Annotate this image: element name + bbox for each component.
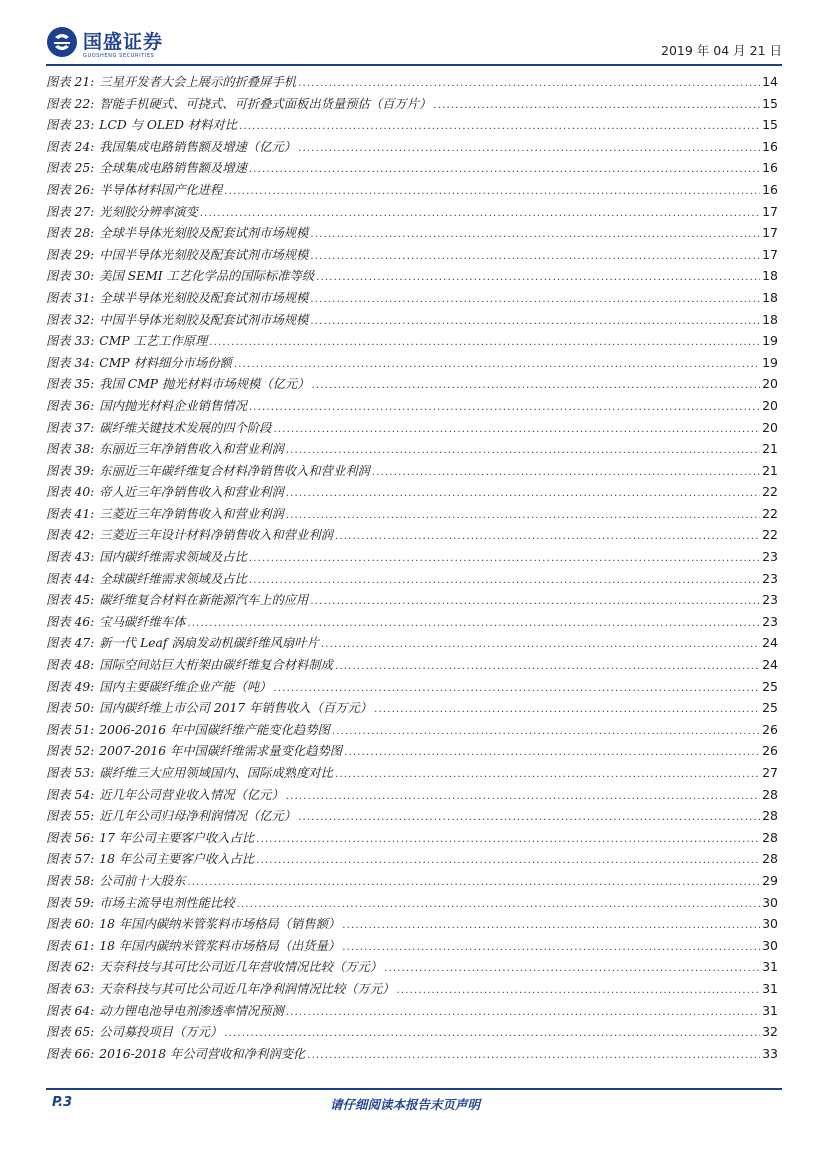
toc-entry-label: 图表 47: xyxy=(46,636,95,651)
toc-dot-leader xyxy=(310,316,760,327)
toc-entry-label: 图表 35: xyxy=(46,377,95,392)
toc-entry-title: 半导体材料国产化进程 xyxy=(99,182,223,197)
toc-entry-label: 图表 26: xyxy=(46,182,95,197)
toc-entry-title: 碳纤维三大应用领域国内、国际成熟度对比 xyxy=(99,766,333,780)
toc-dot-leader xyxy=(335,769,760,780)
toc-dot-leader xyxy=(335,531,760,542)
toc-entry-label: 图表 33: xyxy=(46,334,95,349)
toc-entry[interactable] xyxy=(46,741,778,763)
toc-entry-page: 22 xyxy=(762,527,778,543)
toc-entry[interactable] xyxy=(46,936,778,958)
toc-entry-title: 碳纤维关键技术发展的四个阶段 xyxy=(99,420,272,435)
toc-entry-title: 三菱近三年设计材料净销售收入和营业利润 xyxy=(99,528,333,543)
toc-entry[interactable] xyxy=(46,525,778,547)
toc-entry-title: 我国 CMP 抛光材料市场规模（亿元） xyxy=(99,377,310,392)
toc-entry-page: 20 xyxy=(762,419,778,435)
toc-entry-page: 16 xyxy=(762,138,778,154)
toc-entry-label: 图表 27: xyxy=(46,204,95,219)
toc-entry[interactable] xyxy=(46,504,778,526)
toc-entry-label: 图表 41: xyxy=(46,506,95,521)
toc-entry-title: 公司募投项目（万元） xyxy=(99,1025,223,1040)
toc-dot-leader xyxy=(307,1050,760,1061)
toc-entry-label: 图表 39: xyxy=(46,463,95,478)
toc-dot-leader xyxy=(256,855,760,866)
toc-entry-page: 28 xyxy=(762,786,778,802)
toc-dot-leader xyxy=(298,143,760,154)
toc-entry-label: 图表 66: xyxy=(46,1046,95,1061)
toc-dot-leader xyxy=(286,488,760,499)
toc-entry[interactable] xyxy=(46,310,778,332)
toc-entry-page: 24 xyxy=(762,635,778,651)
toc-entry[interactable] xyxy=(46,266,778,288)
toc-dot-leader xyxy=(286,1007,760,1018)
toc-dot-leader xyxy=(298,812,760,823)
toc-entry[interactable] xyxy=(46,1044,778,1066)
toc-entry-title: 新一代 Leaf 涡扇发动机碳纤维风扇叶片 xyxy=(99,636,319,651)
toc-entry-title: 光刻胶分辨率演变 xyxy=(99,204,198,219)
toc-entry-page: 20 xyxy=(762,376,778,392)
toc-entry-page: 24 xyxy=(762,657,778,673)
toc-entry[interactable] xyxy=(46,396,778,418)
toc-entry[interactable] xyxy=(46,418,778,440)
toc-entry-title: 动力锂电池导电剂渗透率情况预测 xyxy=(99,1003,284,1018)
toc-entry[interactable] xyxy=(46,828,778,850)
toc-dot-leader xyxy=(342,920,760,931)
toc-entry-page: 15 xyxy=(762,117,778,133)
toc-dot-leader xyxy=(286,445,760,456)
toc-entry-label: 图表 25: xyxy=(46,161,95,176)
toc-entry[interactable] xyxy=(46,871,778,893)
toc-entry-title: 全球半导体光刻胶及配套试剂市场规模 xyxy=(99,226,309,241)
toc-entry[interactable] xyxy=(46,914,778,936)
toc-entry-title: 三菱近三年净销售收入和营业利润 xyxy=(99,506,284,521)
toc-dot-leader xyxy=(310,596,760,607)
toc-entry-title: 国内主要碳纤维企业产能（吨） xyxy=(99,679,272,694)
toc-entry-page: 18 xyxy=(762,268,778,284)
toc-entry-page: 32 xyxy=(762,1024,778,1040)
toc-entry[interactable] xyxy=(46,439,778,461)
toc-entry-label: 图表 61: xyxy=(46,938,95,953)
logo-text: 国盛证券 xyxy=(83,30,164,53)
toc-entry-label: 图表 42: xyxy=(46,528,95,543)
toc-entry-title: 2016-2018 年公司营收和净利润变化 xyxy=(99,1046,306,1061)
toc-entry-label: 图表 48: xyxy=(46,658,95,673)
toc-entry[interactable] xyxy=(46,979,778,1001)
toc-entry-title: 近几年公司营业收入情况（亿元） xyxy=(99,787,284,802)
toc-dot-leader xyxy=(224,1028,760,1039)
toc-entry-title: 天奈科技与其可比公司近几年营收情况比较（万元） xyxy=(99,960,383,975)
toc-entry-title: 全球集成电路销售额及增速 xyxy=(99,161,247,176)
page-number: P.3 xyxy=(52,1095,73,1110)
toc-entry-title: 2007-2016 年中国碳纤维需求量变化趋势图 xyxy=(99,744,343,759)
toc-entry-page: 19 xyxy=(762,333,778,349)
toc-dot-leader xyxy=(286,510,760,521)
toc-entry-label: 图表 50: xyxy=(46,701,95,716)
toc-entry-title: 碳纤维复合材料在新能源汽车上的应用 xyxy=(99,593,309,608)
toc-entry-page: 28 xyxy=(762,808,778,824)
toc-entry[interactable] xyxy=(46,849,778,871)
toc-entry-page: 22 xyxy=(762,505,778,521)
toc-entry-title: 国内碳纤维上市公司 2017 年销售收入（百万元） xyxy=(99,701,373,716)
toc-entry-label: 图表 54: xyxy=(46,787,95,802)
toc-entry-title: 18 年国内碳纳米管浆料市场格局（销售额） xyxy=(99,917,341,932)
toc-entry-page: 25 xyxy=(762,700,778,716)
toc-dot-leader xyxy=(200,208,760,219)
toc-entry-page: 19 xyxy=(762,354,778,370)
toc-dot-leader xyxy=(312,380,761,391)
toc-dot-leader xyxy=(396,985,760,996)
toc-entry-label: 图表 44: xyxy=(46,571,95,586)
toc-entry-title: 东丽近三年碳纤维复合材料净销售收入和营业利润 xyxy=(99,463,370,478)
toc-entry-page: 21 xyxy=(762,441,778,457)
figure-table-of-contents xyxy=(46,72,778,1065)
toc-dot-leader xyxy=(298,78,760,89)
toc-entry-label: 图表 46: xyxy=(46,614,95,629)
toc-entry[interactable] xyxy=(46,180,778,202)
page-header xyxy=(46,24,782,64)
toc-entry-page: 31 xyxy=(762,1002,778,1018)
logo-subtext: GUOSHENG SECURITIES xyxy=(83,53,155,59)
toc-entry-page: 16 xyxy=(762,160,778,176)
toc-dot-leader xyxy=(249,575,760,586)
toc-entry-page: 17 xyxy=(762,225,778,241)
toc-entry[interactable] xyxy=(46,957,778,979)
toc-entry-label: 图表 53: xyxy=(46,766,95,780)
toc-dot-leader xyxy=(273,683,760,694)
toc-entry-page: 28 xyxy=(762,829,778,845)
toc-entry-title: 公司前十大股东 xyxy=(99,873,186,888)
toc-dot-leader xyxy=(310,294,760,305)
toc-entry-title: CMP 材料细分市场份额 xyxy=(99,355,232,370)
toc-entry-page: 14 xyxy=(762,74,778,89)
toc-entry-label: 图表 63: xyxy=(46,981,95,996)
toc-dot-leader xyxy=(187,877,760,888)
toc-dot-leader xyxy=(342,942,760,953)
toc-entry-page: 33 xyxy=(762,1045,778,1061)
toc-entry-page: 23 xyxy=(762,613,778,629)
toc-entry[interactable] xyxy=(46,245,778,267)
toc-entry-page: 20 xyxy=(762,397,778,413)
toc-entry[interactable] xyxy=(46,158,778,180)
toc-entry-title: 2006-2016 年中国碳纤维产能变化趋势图 xyxy=(99,722,330,737)
toc-entry-label: 图表 58: xyxy=(46,873,95,888)
toc-entry-title: 全球半导体光刻胶及配套试剂市场规模 xyxy=(99,290,309,305)
toc-entry[interactable] xyxy=(46,547,778,569)
toc-entry-title: 宝马碳纤维车体 xyxy=(99,614,186,629)
toc-entry-page: 30 xyxy=(762,894,778,910)
toc-entry-title: 市场主流导电剂性能比较 xyxy=(99,895,235,910)
toc-dot-leader xyxy=(234,359,760,370)
toc-entry-label: 图表 62: xyxy=(46,960,95,975)
toc-entry-page: 31 xyxy=(762,980,778,996)
toc-entry-label: 图表 22: xyxy=(46,96,95,111)
toc-dot-leader xyxy=(237,899,761,910)
toc-entry-label: 图表 52: xyxy=(46,744,95,759)
toc-entry-label: 图表 60: xyxy=(46,917,95,932)
toc-entry[interactable] xyxy=(46,590,778,612)
toc-entry-page: 26 xyxy=(762,743,778,759)
toc-dot-leader xyxy=(224,186,760,197)
toc-entry-label: 图表 28: xyxy=(46,226,95,241)
guosheng-logo-icon xyxy=(46,26,78,58)
toc-entry-label: 图表 64: xyxy=(46,1003,95,1018)
toc-entry-page: 22 xyxy=(762,484,778,500)
toc-dot-leader xyxy=(316,272,760,283)
toc-entry[interactable] xyxy=(46,785,778,807)
toc-entry-label: 图表 43: xyxy=(46,550,95,565)
report-date: 2019 年 04 月 21 日 xyxy=(661,43,782,58)
toc-dot-leader xyxy=(332,726,760,737)
toc-entry-title: 18 年公司主要客户收入占比 xyxy=(99,852,255,867)
toc-entry-label: 图表 49: xyxy=(46,679,95,694)
page-footer xyxy=(46,1094,782,1114)
disclaimer-text: 请仔细阅读本报告末页声明 xyxy=(330,1097,481,1112)
toc-entry-label: 图表 59: xyxy=(46,895,95,910)
toc-entry-label: 图表 32: xyxy=(46,312,95,327)
toc-entry-label: 图表 36: xyxy=(46,398,95,413)
toc-entry-page: 15 xyxy=(762,95,778,111)
toc-entry[interactable] xyxy=(46,331,778,353)
toc-dot-leader xyxy=(249,553,760,564)
toc-entry-label: 图表 45: xyxy=(46,593,95,608)
toc-entry[interactable] xyxy=(46,137,778,159)
toc-entry[interactable] xyxy=(46,1022,778,1044)
toc-dot-leader xyxy=(335,661,760,672)
toc-entry-label: 图表 51: xyxy=(46,722,95,737)
toc-entry-page: 30 xyxy=(762,916,778,932)
toc-entry[interactable] xyxy=(46,893,778,915)
toc-dot-leader xyxy=(187,618,760,629)
toc-dot-leader xyxy=(249,402,760,413)
toc-entry-label: 图表 34: xyxy=(46,355,95,370)
header-divider xyxy=(46,64,782,66)
toc-dot-leader xyxy=(310,229,760,240)
toc-entry-title: 三星开发者大会上展示的折叠屏手机 xyxy=(99,75,297,89)
toc-entry[interactable] xyxy=(46,353,778,375)
toc-entry[interactable] xyxy=(46,223,778,245)
toc-entry-title: 天奈科技与其可比公司近几年净利润情况比较（万元） xyxy=(99,981,395,996)
toc-entry-title: 17 年公司主要客户收入占比 xyxy=(99,830,255,845)
toc-entry-label: 图表 30: xyxy=(46,269,95,284)
toc-entry[interactable] xyxy=(46,461,778,483)
toc-dot-leader xyxy=(384,963,760,974)
toc-entry[interactable] xyxy=(46,482,778,504)
toc-entry-page: 31 xyxy=(762,959,778,975)
toc-entry[interactable] xyxy=(46,677,778,699)
toc-dot-leader xyxy=(239,121,760,132)
toc-entry-title: CMP 工艺工作原理 xyxy=(99,334,208,349)
toc-entry-label: 图表 56: xyxy=(46,830,95,845)
toc-dot-leader xyxy=(433,100,760,111)
toc-entry-page: 29 xyxy=(762,872,778,888)
toc-entry-label: 图表 29: xyxy=(46,247,95,262)
toc-entry-page: 21 xyxy=(762,462,778,478)
toc-entry-page: 18 xyxy=(762,289,778,305)
toc-dot-leader xyxy=(372,467,760,478)
toc-entry-page: 23 xyxy=(762,570,778,586)
toc-entry-page: 25 xyxy=(762,678,778,694)
toc-entry-title: 东丽近三年净销售收入和营业利润 xyxy=(99,442,284,457)
toc-entry[interactable] xyxy=(46,374,778,396)
toc-entry-page: 27 xyxy=(762,765,778,780)
toc-entry-label: 图表 57: xyxy=(46,852,95,867)
toc-entry-label: 图表 37: xyxy=(46,420,95,435)
toc-entry-page: 23 xyxy=(762,549,778,565)
toc-entry[interactable] xyxy=(46,806,778,828)
toc-entry[interactable] xyxy=(46,288,778,310)
toc-entry-page: 30 xyxy=(762,937,778,953)
toc-entry-page: 17 xyxy=(762,203,778,219)
toc-entry[interactable] xyxy=(46,72,778,94)
toc-entry-page: 17 xyxy=(762,246,778,262)
toc-entry-label: 图表 21: xyxy=(46,75,95,89)
toc-entry-page: 18 xyxy=(762,311,778,327)
toc-entry-title: 我国集成电路销售额及增速（亿元） xyxy=(99,139,297,154)
toc-entry-title: 中国半导体光刻胶及配套试剂市场规模 xyxy=(99,247,309,262)
toc-entry-title: 美国 SEMI 工艺化学品的国际标准等级 xyxy=(99,269,315,284)
toc-entry-page: 16 xyxy=(762,181,778,197)
toc-dot-leader xyxy=(249,164,760,175)
toc-entry-label: 图表 23: xyxy=(46,118,95,133)
toc-entry-title: 国内抛光材料企业销售情况 xyxy=(99,398,247,413)
toc-entry-page: 28 xyxy=(762,851,778,867)
toc-entry[interactable] xyxy=(46,763,778,785)
toc-entry-title: 国际空间站巨大桁架由碳纤维复合材料制成 xyxy=(99,658,333,673)
toc-entry-label: 图表 40: xyxy=(46,485,95,500)
toc-entry-title: LCD 与 OLED 材料对比 xyxy=(99,118,238,133)
toc-entry[interactable] xyxy=(46,612,778,634)
toc-entry[interactable] xyxy=(46,720,778,742)
toc-dot-leader xyxy=(209,337,760,348)
toc-entry[interactable] xyxy=(46,698,778,720)
toc-entry-title: 帝人近三年净销售收入和营业利润 xyxy=(99,485,284,500)
toc-entry-label: 图表 24: xyxy=(46,139,95,154)
toc-entry-page: 23 xyxy=(762,592,778,608)
toc-entry-label: 图表 38: xyxy=(46,442,95,457)
toc-entry-title: 全球碳纤维需求领域及占比 xyxy=(99,571,247,586)
toc-dot-leader xyxy=(256,834,760,845)
toc-dot-leader xyxy=(286,791,760,802)
toc-dot-leader xyxy=(321,639,760,650)
toc-entry-title: 国内碳纤维需求领域及占比 xyxy=(99,550,247,565)
toc-entry-title: 智能手机硬式、可挠式、可折叠式面板出货量预估（百万片） xyxy=(99,96,432,111)
toc-dot-leader xyxy=(310,251,760,262)
toc-entry[interactable] xyxy=(46,569,778,591)
toc-entry-label: 图表 55: xyxy=(46,809,95,824)
toc-entry[interactable] xyxy=(46,94,778,116)
toc-entry-title: 18 年国内碳纳米管浆料市场格局（出货量） xyxy=(99,938,341,953)
toc-entry-title: 近几年公司归母净利润情况（亿元） xyxy=(99,809,297,824)
toc-entry-title: 中国半导体光刻胶及配套试剂市场规模 xyxy=(99,312,309,327)
toc-entry-page: 26 xyxy=(762,721,778,737)
toc-entry[interactable] xyxy=(46,115,778,137)
toc-entry[interactable] xyxy=(46,633,778,655)
toc-entry[interactable] xyxy=(46,1001,778,1023)
footer-divider xyxy=(46,1088,782,1090)
toc-entry[interactable] xyxy=(46,655,778,677)
toc-entry-label: 图表 65: xyxy=(46,1025,95,1040)
toc-dot-leader xyxy=(273,424,760,435)
toc-dot-leader xyxy=(344,747,760,758)
toc-entry[interactable] xyxy=(46,202,778,224)
toc-entry-label: 图表 31: xyxy=(46,290,95,305)
toc-dot-leader xyxy=(374,704,760,715)
